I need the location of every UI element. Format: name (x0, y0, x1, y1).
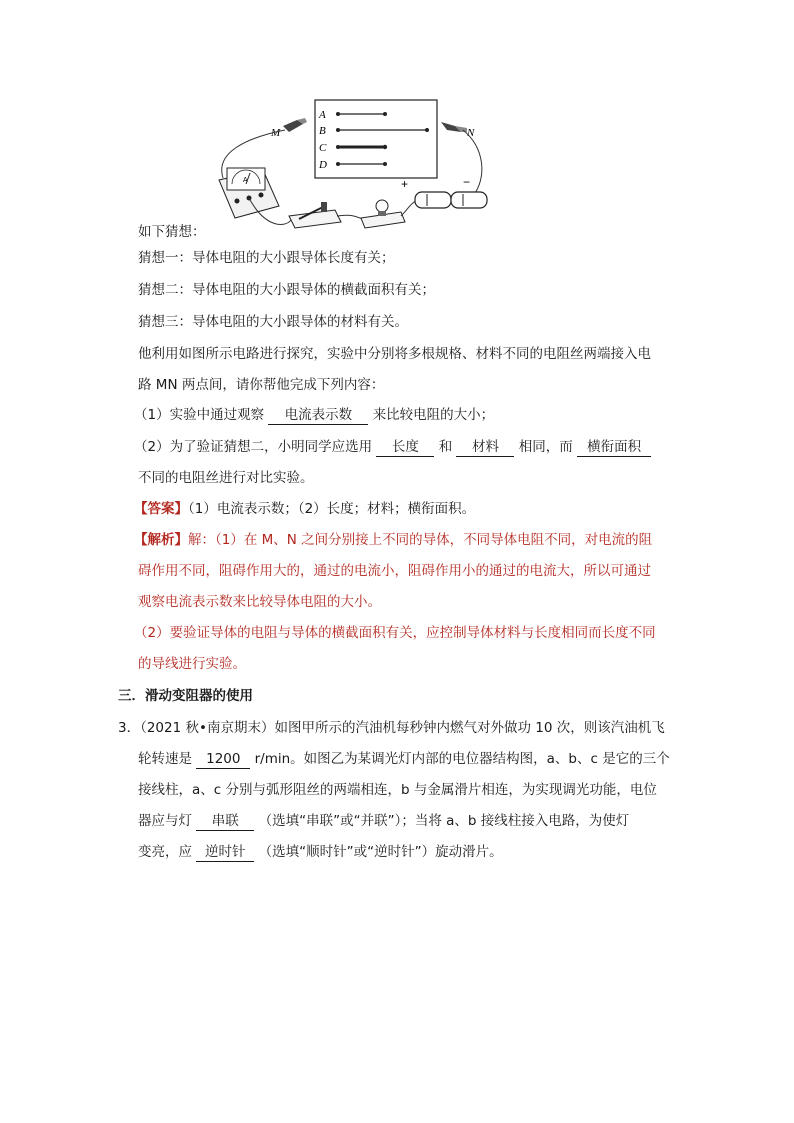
svg-text:N: N (467, 127, 475, 139)
question-3-line-4: 器应与灯 串联 （选填“串联”或“并联”）；当将 a、b 接线柱接入电路，为使灯 (138, 813, 630, 829)
label-d: D (319, 159, 327, 171)
analysis-line-2: 碍作用不同，阻碍作用大的，通过的电流小，阻碍作用小的通过的电流大，所以可通过 (138, 563, 651, 579)
analysis-line-1: 【解析】解：（1）在 M、N 之间分别接上不同的导体，不同导体电阻不同，对电流的阻 (134, 532, 653, 548)
switch (289, 202, 341, 228)
guess-3: 猜想三：导体电阻的大小跟导体的材料有关。 (138, 314, 408, 330)
question-2: （2）为了验证猜想二，小明同学应选用 长度 和 材料 相同，而 横衔面积 (134, 437, 651, 457)
question-2-line-2: 不同的电阻丝进行对比实验。 (138, 470, 314, 486)
analysis-tag: 【解析】 (134, 532, 188, 548)
label-a: A (319, 109, 326, 121)
section-3-title: 三．滑动变阻器的使用 (118, 688, 253, 704)
q2-blank-3: 横衔面积 (577, 439, 651, 457)
ammeter (219, 168, 279, 218)
analysis-line-3: 观察电流表示数来比较导体电阻的大小。 (138, 594, 381, 610)
svg-text:+: + (401, 177, 409, 191)
question-3-line-2: 轮转速是 1200 r/min。如图乙为某调光灯内部的电位器结构图，a、b、c 是它的三个 (138, 751, 670, 767)
question-3-line-3: 接线柱，a、c 分别与弧形阻丝的两端相连，b 与金属滑片相连，为实现调光功能，电位 (138, 782, 657, 798)
question-1: （1）实验中通过观察 电流表示数 来比较电阻的大小； (134, 407, 495, 423)
guess-2: 猜想二：导体电阻的大小跟导体的横截面积有关； (138, 282, 435, 298)
battery (401, 175, 487, 208)
bulb (361, 200, 405, 228)
q3-blank-direction: 逆时针 (196, 844, 254, 862)
answer: 【答案】（1）电流表示数；（2）长度；材料；横衔面积。 (134, 501, 476, 517)
wire-board (315, 100, 437, 178)
circuit-diagram (205, 98, 505, 240)
para-line-2: 路 MN 两点间，请你帮他完成下列内容： (138, 377, 385, 393)
para-line-1: 他利用如图所示电路进行探究，实验中分别将多根规格、材料不同的电阻丝两端接入电 (138, 346, 651, 362)
label-c: C (319, 142, 327, 154)
question-3-line-1: 3．（2021 秋•南京期末）如图甲所示的汽油机每秒钟内燃气对外做功 10 次，则该汽油机飞 (118, 720, 665, 736)
analysis-line-4: （2）要验证导体的电阻与导体的横截面积有关，应控制导体材料与长度相同而长度不同 (134, 625, 656, 641)
q2-blank-1: 长度 (376, 439, 434, 457)
q2-blank-2: 材料 (456, 439, 514, 457)
q1-blank: 电流表示数 (268, 407, 368, 425)
svg-text:M: M (271, 127, 281, 139)
q3-blank-connection: 串联 (196, 813, 254, 831)
answer-tag: 【答案】 (134, 501, 188, 517)
svg-text:−: − (463, 175, 471, 189)
analysis-line-5: 的导线进行实验。 (138, 656, 246, 672)
guess-1: 猜想一：导体电阻的大小跟导体长度有关； (138, 250, 395, 266)
intro: 如下猜想： (138, 224, 206, 240)
q3-blank-speed: 1200 (196, 751, 250, 769)
svg-text:A: A (243, 177, 248, 184)
question-3-line-5: 变亮，应 逆时针 （选填“顺时针”或“逆时针”）旋动滑片。 (138, 844, 503, 860)
clip-m (270, 118, 307, 139)
label-b: B (319, 125, 326, 137)
